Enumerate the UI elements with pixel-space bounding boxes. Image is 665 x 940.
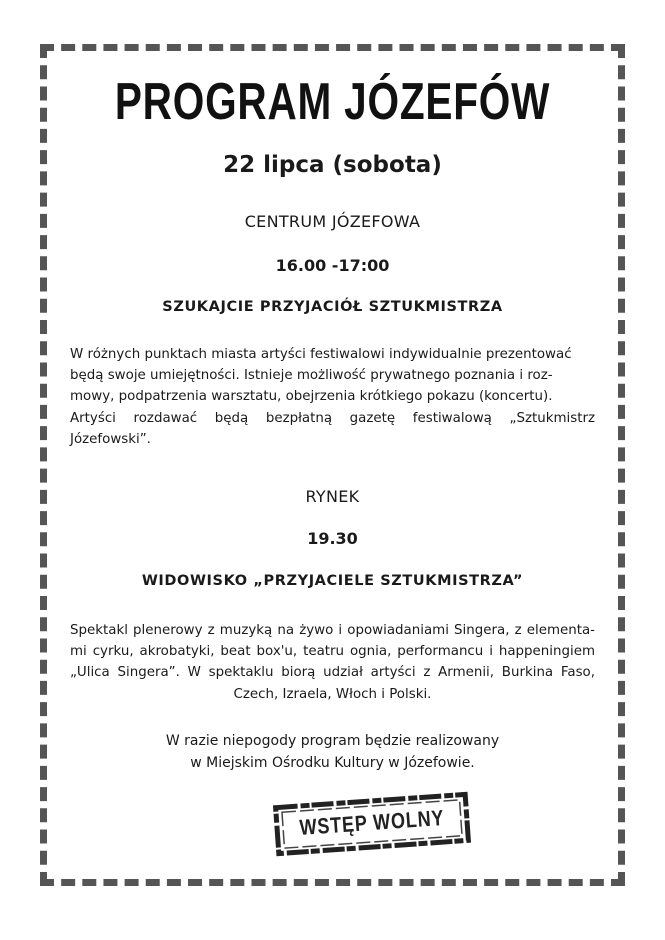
event-1-line: będą swoje umiejętności. Istnieje możliwość prywatnego poznania i roz- <box>70 368 553 384</box>
event-2-line: Spektakl plenerowy z muzyką na żywo i opowiadaniami Singera, z elementa- <box>70 623 595 638</box>
event-2-line: „Ulica Singera”. W spektaklu biorą udział artyści z Armenii, Burkina Faso, <box>70 665 595 681</box>
page-title: PROGRAM JÓZEFÓW <box>114 73 551 131</box>
event-1-description <box>70 344 595 450</box>
event-1-line: mowy, podpatrzenia warsztatu, obejrzenia krótkiego pokazu (koncertu). <box>70 389 553 405</box>
event-1-place: CENTRUM JÓZEFOWA <box>244 212 421 231</box>
event-1-line: Artyści rozdawać będą bezpłatną gazetę festiwalową „Sztukmistrz Józefowski”. <box>70 410 595 447</box>
event-date: 22 lipca (sobota) <box>223 152 442 178</box>
event-2-line: mi cyrku, akrobatyki, beat box'u, teatru ognia, performancu i happeningiem <box>70 644 595 660</box>
event-1-line: W różnych punktach miasta artyści festiwalowi indywidualnie prezentować <box>70 347 572 362</box>
event-2-place: RYNEK <box>305 487 360 506</box>
weather-note-line: W razie niepogody program będzie realizowany <box>165 733 500 749</box>
event-2-name: WIDOWISKO „PRZYJACIELE SZTUKMISTRZA” <box>141 573 524 589</box>
weather-note <box>0 730 665 774</box>
event-2-time: 19.30 <box>307 529 358 548</box>
event-2-line: Czech, Izraela, Włoch i Polski. <box>233 686 432 702</box>
stamp-text: WSTĘP WOLNY <box>298 804 446 841</box>
event-1-time: 16.00 -17:00 <box>275 256 390 275</box>
event-1-name: SZUKAJCIE PRZYJACIÓŁ SZTUKMISTRZA <box>162 299 503 315</box>
weather-note-line: w Miejskim Ośrodku Kultury w Józefowie. <box>190 755 475 771</box>
event-2-description <box>70 620 595 705</box>
